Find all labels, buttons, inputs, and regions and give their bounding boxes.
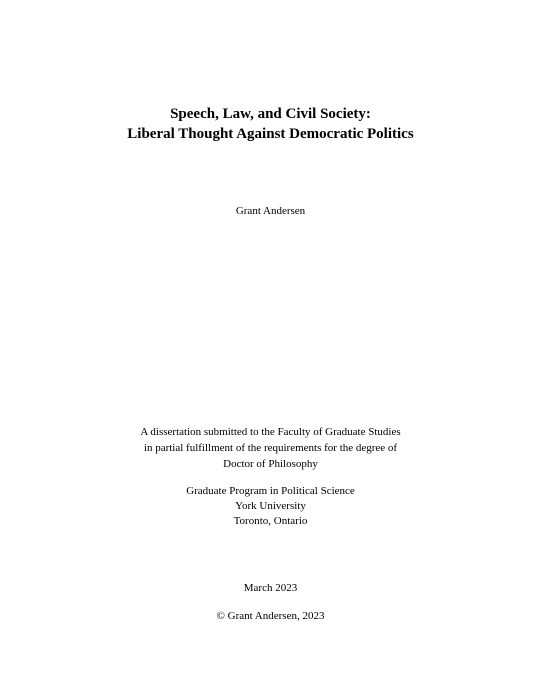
degree-name: Doctor of Philosophy [223, 458, 318, 470]
submission-statement-line-2: in partial fulfillment of the requirements for the degree of [143, 442, 398, 454]
university-location: Toronto, Ontario [233, 515, 308, 527]
copyright-notice: © Grant Andersen, 2023 [216, 610, 325, 622]
dissertation-title-line-1: Speech, Law, and Civil Society: [170, 106, 371, 122]
university-name: York University [235, 500, 306, 512]
dissertation-title-line-2: Liberal Thought Against Democratic Politics [127, 126, 414, 142]
graduate-program: Graduate Program in Political Science [186, 485, 355, 497]
author-name: Grant Andersen [235, 205, 306, 217]
submission-statement-line-1: A dissertation submitted to the Faculty of Graduate Studies [140, 426, 401, 438]
submission-date: March 2023 [243, 582, 298, 594]
